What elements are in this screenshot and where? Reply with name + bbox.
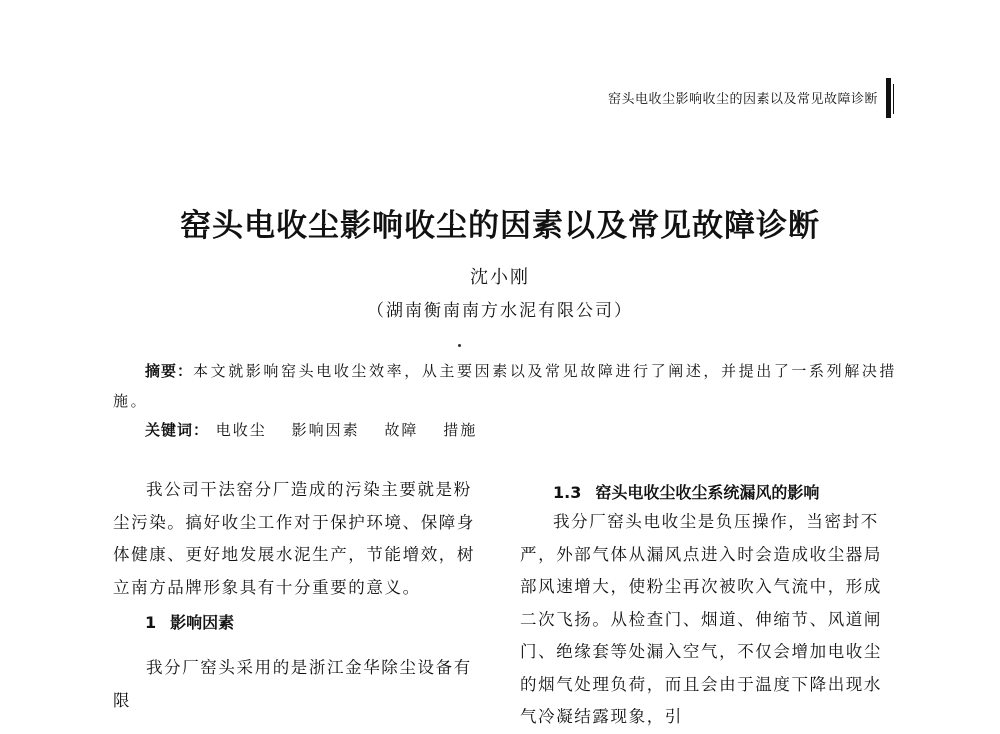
section-heading-1-3 <box>553 476 819 509</box>
section-title: 窑头电收尘收尘系统漏风的影响 <box>595 483 820 502</box>
intro-paragraph: 我公司干法窑分厂造成的污染主要就是粉尘污染。搞好收尘工作对于保护环境、保障身体健康、更好地发展水泥生产，节能增效，树立南方品牌形象具有十分重要的意义。 <box>113 480 475 597</box>
section-number: 1.3 <box>553 483 582 502</box>
section-number: 1 <box>145 613 157 632</box>
body-paragraph: 我分厂窑头电收尘是负压操作，当密封不严，外部气体从漏风点进入时会造成收尘器局部风速增大，使粉尘再次被吹入气流中，形成二次飞扬。从检查门、烟道、伸缩节、风道闸门、绝缘套等处漏入空气，不仅会增加电收尘的烟气处理负荷，而且会由于温度下降出现水气冷凝结露现象，引 <box>520 512 882 726</box>
section-title: 影响因素 <box>170 613 235 632</box>
keywords-label: 关键词： <box>145 421 210 439</box>
right-column <box>520 506 898 734</box>
keyword-item: 影响因素 <box>291 421 360 439</box>
abstract <box>113 356 903 416</box>
body-paragraph: 我分厂窑头采用的是浙江金华除尘设备有限 <box>113 658 472 710</box>
keywords <box>145 419 845 440</box>
paper-title: 窑头电收尘影响收尘的因素以及常见故障诊断 <box>180 208 820 244</box>
keyword-item: 措施 <box>443 421 478 439</box>
scan-speck <box>458 344 461 347</box>
keyword-item: 故障 <box>384 421 419 439</box>
header-bar-thin <box>893 84 894 114</box>
keyword-item: 电收尘 <box>215 421 267 439</box>
header-bar <box>886 78 891 118</box>
abstract-text: 本文就影响窑头电收尘效率，从主要因素以及常见故障进行了阐述，并提出了一系列解决措施。 <box>113 362 898 410</box>
running-header: 窑头电收尘影响收尘的因素以及常见故障诊断 <box>607 92 878 107</box>
section-heading-1 <box>145 606 234 639</box>
abstract-label: 摘要： <box>145 362 194 380</box>
left-column-tail <box>113 652 485 717</box>
affiliation: （湖南衡南南方水泥有限公司） <box>367 301 633 321</box>
left-column <box>113 474 485 604</box>
author: 沈小刚 <box>470 267 530 288</box>
